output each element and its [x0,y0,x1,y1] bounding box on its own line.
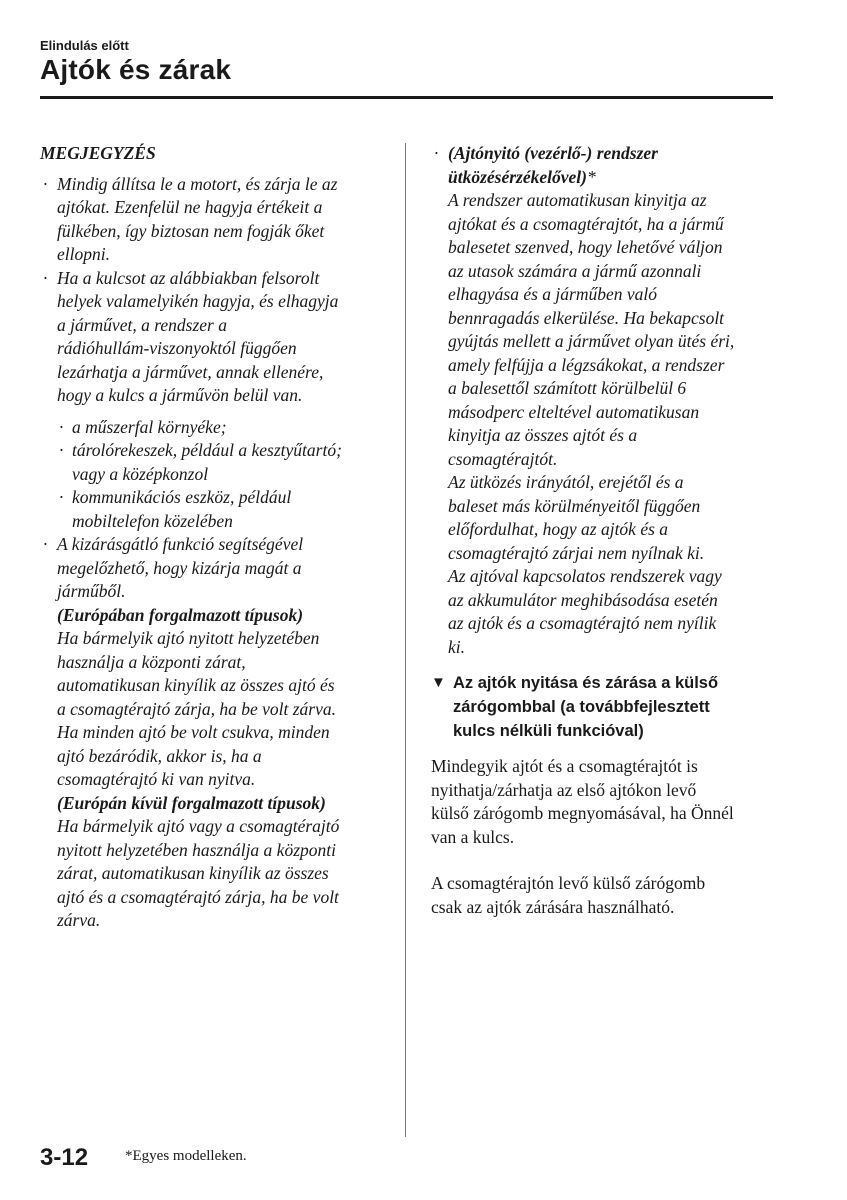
sub-item-text [72,439,390,486]
europe-heading: (Európában forgalmazott típusok) [57,604,304,625]
text-line: mobiltelefon közelében [72,510,233,531]
bullet-text [57,267,390,408]
text-line: elhagyása és a járműben való [448,284,657,304]
text-line: Mindegyik ajtót és a csomagtérajtót is [431,756,698,776]
note-bullet-stop-engine [40,173,390,267]
page-number: 3-12 [40,1144,89,1171]
door-unlock-heading [448,142,776,189]
text-line: bennragadás elkerülése. Ha bekapcsolt [448,307,725,328]
text-line: automatikusan kinyílik az összes ajtó és [57,675,335,695]
triangle-down-icon: ▼ [431,674,446,691]
text-line: kinyitja az összes ajtót és a [448,425,638,445]
note-bullet-lockout-prevention [40,533,390,604]
text-line: a járművet, a rendszer a [57,314,227,335]
text-line: a balesettől számított körülbelül 6 [448,378,687,398]
text-line: Mindig állítsa le a motort, és zárja le az [57,173,338,194]
text-line: a műszerfal környéke; [72,416,227,437]
text-line: tárolórekeszek, például a kesztyűtartó; [72,440,342,460]
text-line: van a kulcs. [431,826,515,847]
sub-list-item [57,439,390,486]
text-line: Ha minden ajtó be volt csukva, minden [57,722,330,742]
sub-item-text [72,486,390,533]
footnote: *Egyes modelleken. [125,1148,247,1164]
text-line: előfordulhat, hogy az ajtók és a [448,519,669,539]
outside-europe-heading: (Európán kívül forgalmazott típusok) [57,792,326,813]
sub-item-text [72,416,390,440]
bullet-dot: · [434,143,439,163]
note-bullet-key-locations [40,267,390,408]
text-line: gyújtás mellett a járművet olyan ütés éri, [448,331,735,351]
paragraph-liftgate-button [431,872,776,919]
bullet-dot: · [59,416,64,437]
text-line: Ha a kulcsot az alábbiakban felsorolt [57,267,320,288]
text-line: amely felfújja a légzsákokat, a rendszer [448,354,725,375]
right-column [431,142,776,919]
sub-list-item [57,486,390,533]
text-line: kulcs nélküli funkcióval) [453,722,644,740]
title-rule [40,96,773,99]
heading-line: (Ajtónyitó (vezérlő-) rendszer [448,143,658,163]
door-unlock-bullet [431,142,776,659]
text-line: ajtó és a csomagtérajtó zárja, ha be volt [57,886,339,907]
text-line: balesetet szenved, hogy lehetővé váljon [448,237,723,257]
text-line: csak az ajtók zárására használható. [431,896,675,917]
text-line: zárat, automatikusan kinyílik az összes [57,863,329,883]
bullet-dot: · [59,487,64,507]
text-line: Az ajtóval kapcsolatos rendszerek vagy [448,566,722,586]
door-unlock-note [431,142,776,659]
text-line: kommunikációs eszköz, például [72,487,292,507]
bullet-dot: · [43,173,48,194]
text-line: hogy a kulcs a járművön belül van. [57,385,303,405]
bullet-text [57,533,390,604]
key-location-list [40,416,390,534]
text-line: ajtókat és a csomagtérajtót, ha a jármű [448,213,724,234]
bullet-dot: · [59,440,64,460]
text-line: fülkében, így biztosan nem fogják őket [57,220,325,241]
text-line: megelőzhető, hogy kizárja magát a [57,557,302,578]
heading-line-text: ütközésérzékelővel) [448,166,587,187]
text-line: Az ajtók nyitása és zárása a külső [453,674,719,692]
text-line: használja a központi zárat, [57,651,246,672]
europe-text [57,627,390,792]
door-unlock-text [448,189,776,659]
section-heading-text [453,671,776,743]
bullet-dot: · [43,534,48,554]
note-body [40,173,390,933]
text-line: Ha bármelyik ajtó nyitott helyzetében [57,628,320,648]
europe-section [40,604,390,933]
text-line: A csomagtérajtón levő külső zárógomb [431,873,706,893]
note-heading: MEGJEGYZÉS [40,143,156,163]
text-line: ki. [448,636,466,657]
bullet-text [57,173,390,267]
text-line: ellopni. [57,244,110,264]
text-line: baleset más körülményeitől függően [448,495,701,516]
asterisk-marker: * [587,166,596,187]
text-line: zárógombbal (a továbbfejlesztett [453,698,710,716]
sub-list-item [57,416,390,440]
text-line: lezárhatja a járművet, annak ellenére, [57,361,324,382]
text-line: másodperc elteltével automatikusan [448,401,700,422]
section-label: Elindulás előtt [40,38,129,53]
text-line: nyitott helyzetében használja a központi [57,839,336,860]
text-line: vagy a középkonzol [72,463,209,484]
text-line: járműből. [57,581,126,601]
text-line: A rendszer automatikusan kinyitja az [448,190,707,210]
text-line: csomagtérajtó zárjai nem nyílnak ki. [448,542,705,563]
column-divider [405,143,406,1137]
page-title: Ajtók és zárak [40,54,232,85]
text-line: rádióhullám-viszonyoktól függően [57,338,297,358]
text-line: az utasok számára a jármű azonnali [448,260,702,281]
text-line: az akkumulátor meghibásodása esetén [448,589,718,610]
text-line: helyek valamelyikén hagyja, és elhagyja [57,291,339,311]
text-line: zárva. [57,910,101,930]
text-line: csomagtérajtót. [448,448,558,469]
left-column [40,142,390,933]
text-line: ajtókat. Ezenfelül ne hagyja értékeit a [57,197,323,217]
text-line: a csomagtérajtó zárja, ha be volt zárva. [57,698,337,719]
bullet-dot: · [43,267,48,288]
paragraph-exterior-button [431,755,776,849]
section-heading [431,671,776,743]
text-line: az ajtók és a csomagtérajtó nem nyílik [448,613,717,633]
text-line: nyithatja/zárhatja az első ajtókon levő [431,779,697,800]
text-line: Az ütközés irányától, erejétől és a [448,472,684,492]
text-line: Ha bármelyik ajtó vagy a csomagtérajtó [57,816,340,836]
text-line: A kizárásgátló funkció segítségével [57,534,304,554]
outside-europe-text [57,815,390,933]
text-line: csomagtérajtó ki van nyitva. [57,769,256,789]
text-line: külső zárógomb megnyomásával, ha Önnél [431,803,734,823]
heading-line [448,166,776,190]
text-line: ajtó bezáródik, akkor is, ha a [57,745,262,766]
